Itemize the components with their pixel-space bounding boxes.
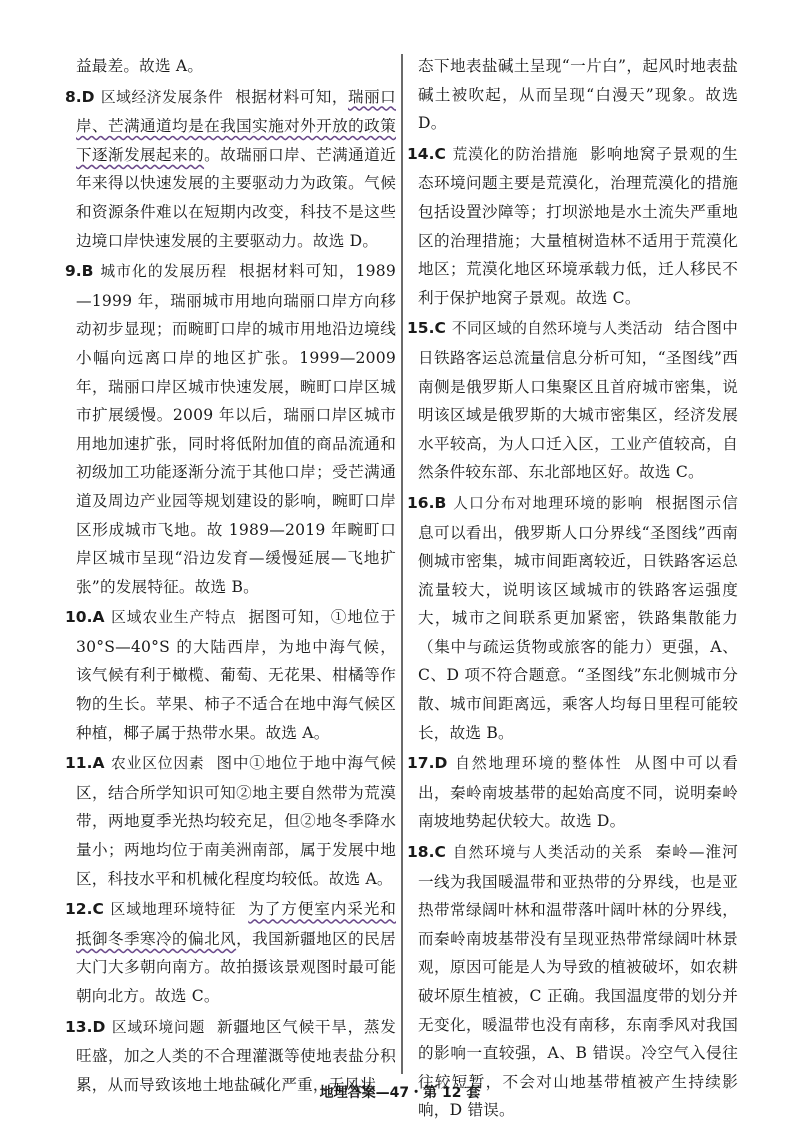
answer-item-12	[65, 895, 396, 1010]
question-number: 15.C	[407, 319, 446, 338]
answer-item-9	[65, 257, 396, 601]
explanation-text-cont: 。故瑞丽口岸、芒满通道近年来得以快速发展的主要驱动力为政策。气候和资源条件难以在短期内改变，科技不是这些边境口岸快速发展的主要驱动力。故选 D。	[76, 145, 396, 250]
underlined-text: 为了方便室内采光和抵御冬季寒冷的偏北风	[76, 900, 396, 948]
right-pre-text: 态下地表盐碱土呈现“一片白”，起风时地表盐碱土被吹起，从而呈现“白漫天”现象。故选 D。	[418, 57, 738, 133]
question-topic: 农业区位因素	[110, 755, 205, 773]
explanation-text: 根据图示信息可以看出，俄罗斯人口分界线“圣图线”西南侧城市密集，城市间距离较近，日铁路客运总流量较大，说明该区域城市的铁路客运强度大，城市之间联系更加紧密，铁路集散能力（集中与疏运货物或旅客的能力）更强，A、C、D 项不符合题意。“圣图线”东北侧城市分散、城市间距离远，乘客人均每日里程可能较长，故选 B。	[418, 493, 738, 742]
question-topic: 区域地理环境特征	[109, 901, 237, 919]
explanation-text: 图中①地位于地中海气候区，结合所学知识可知②地主要自然带为荒漠带，两地夏季光热均较充足，但②地冬季降水量小；两地均位于南美洲南部，属于发展中地区，科技水平和机械化程度均较低。故选 A。	[76, 754, 397, 888]
left-column	[65, 52, 397, 1101]
question-number: 17.D	[407, 754, 448, 773]
question-number: 10.A	[65, 608, 105, 627]
left-pre-text: 益最差。故选 A。	[76, 57, 204, 75]
question-topic: 区域经济发展条件	[100, 88, 224, 106]
question-number: 13.D	[65, 1017, 106, 1036]
question-number: 16.B	[407, 493, 447, 512]
question-topic: 城市化的发展历程	[99, 263, 228, 281]
answer-item-8	[65, 83, 396, 256]
question-number: 8.D	[65, 87, 95, 106]
explanation-text: 影响地窝子景观的生态环境问题主要是荒漠化，治理荒漠化的措施包括设置沙障等；打坝淤地是水土流失严重地区的治理措施；大量植树造林不适用于荒漠化地区；荒漠化地区环境承载力低，迁人移民不利于保护地窝子景观。故选 C。	[418, 144, 738, 307]
question-topic: 不同区域的自然环境与人类活动	[451, 320, 663, 338]
explanation-text-cont: ，我国新疆地区的民居大门大多朝向南方。故拍摄该景观图时最可能朝向北方。故选 C。	[76, 929, 396, 1005]
explanation-text: 据图可知，①地位于 30°S—40°S 的大陆西岸，为地中海气候，该气候有利于橄榄、葡萄、无花果、柑橘等作物的生长。苹果、柿子不适合在地中海气候区种植，椰子属于热带水果。故选 A。	[76, 608, 396, 742]
answer-item-14	[407, 140, 738, 313]
page-footer: 地理答案—47・第 12 套	[319, 1085, 481, 1101]
underlined-text: 瑞丽口岸、芒满通道均是在我国实施对外开放的政策下逐渐发展起来的	[76, 87, 396, 164]
question-number: 11.A	[65, 754, 105, 773]
question-topic: 区域环境问题	[111, 1018, 205, 1036]
question-topic: 自然地理环境的整体性	[453, 755, 623, 773]
explanation-text: 根据材料可知，	[235, 87, 348, 106]
right-column	[407, 52, 738, 1127]
answer-item-11	[65, 749, 397, 893]
question-topic: 人口分布对地理环境的影响	[452, 494, 644, 512]
question-number: 12.C	[65, 900, 104, 919]
question-topic: 荒漠化的防治措施	[451, 145, 579, 163]
explanation-text: 新疆地区气候干旱，蒸发旺盛，加之人类的不合理灌溉等使地表盐分积累，从而导致该地土地盐碱化严重，无风状	[76, 1017, 396, 1094]
explanation-text: 结合图中日铁路客运总流量信息分析可知，“圣图线”西南侧是俄罗斯人口集聚区且首府城市密集，说明该区域是俄罗斯的大城市密集区，经济发展水平较高，为人口迁入区，工业产值较高，自然条件较东部、东北部地区好。故选 C。	[418, 319, 738, 482]
answer-item-17	[407, 749, 738, 836]
column-divider	[401, 54, 403, 1074]
question-topic: 区域农业生产特点	[110, 609, 237, 627]
question-number: 14.C	[407, 144, 446, 163]
answer-item-16	[407, 489, 738, 747]
answer-item-10	[65, 603, 396, 747]
answer-item-15	[407, 314, 738, 487]
explanation-text: 秦岭—淮河一线为我国暖温带和亚热带的分界线，也是亚热带常绿阔叶林和温带落叶阔叶林的分界线，而秦岭南坡基带没有呈现亚热带常绿阔叶林景观，原因可能是人为导致的植被破坏，如农耕破坏原生植被，C 正确。我国温度带的划分并无变化，暖温带也没有南移，东南季风对我国的影响一直较强，A、B 错误。冷空气入侵往往较短暂，不会对山地基带植被产生持续影响，D 错误。	[418, 843, 738, 1120]
question-topic: 自然环境与人类活动的关系	[451, 844, 644, 862]
explanation-text: 根据材料可知，1989—1999 年，瑞丽城市用地向瑞丽口岸方向移动初步显现；而畹町口岸的城市用地沿边境线小幅向远离口岸的地区扩张。1999—2009 年，瑞丽口岸区城市快速发展，畹町口岸区城市扩展缓慢。2009 年以后，瑞丽口岸区城市用地加速扩张，同时将低附加值的商品流通和初级加工功能逐渐分流于其他口岸；受芒满通道及周边产业园等规划建设的影响，畹町口岸区形成城市飞地。故 1989—2019 年畹町口岸区城市呈现“沿边发育—缓慢延展—飞地扩张”的发展特征。故选 B。	[76, 262, 396, 596]
question-number: 9.B	[65, 262, 94, 281]
explanation-text: 从图中可以看出，秦岭南坡基带的起始高度不同，说明秦岭南坡地势起伏较大。故选 D。	[418, 754, 738, 831]
question-number: 18.C	[407, 843, 446, 862]
